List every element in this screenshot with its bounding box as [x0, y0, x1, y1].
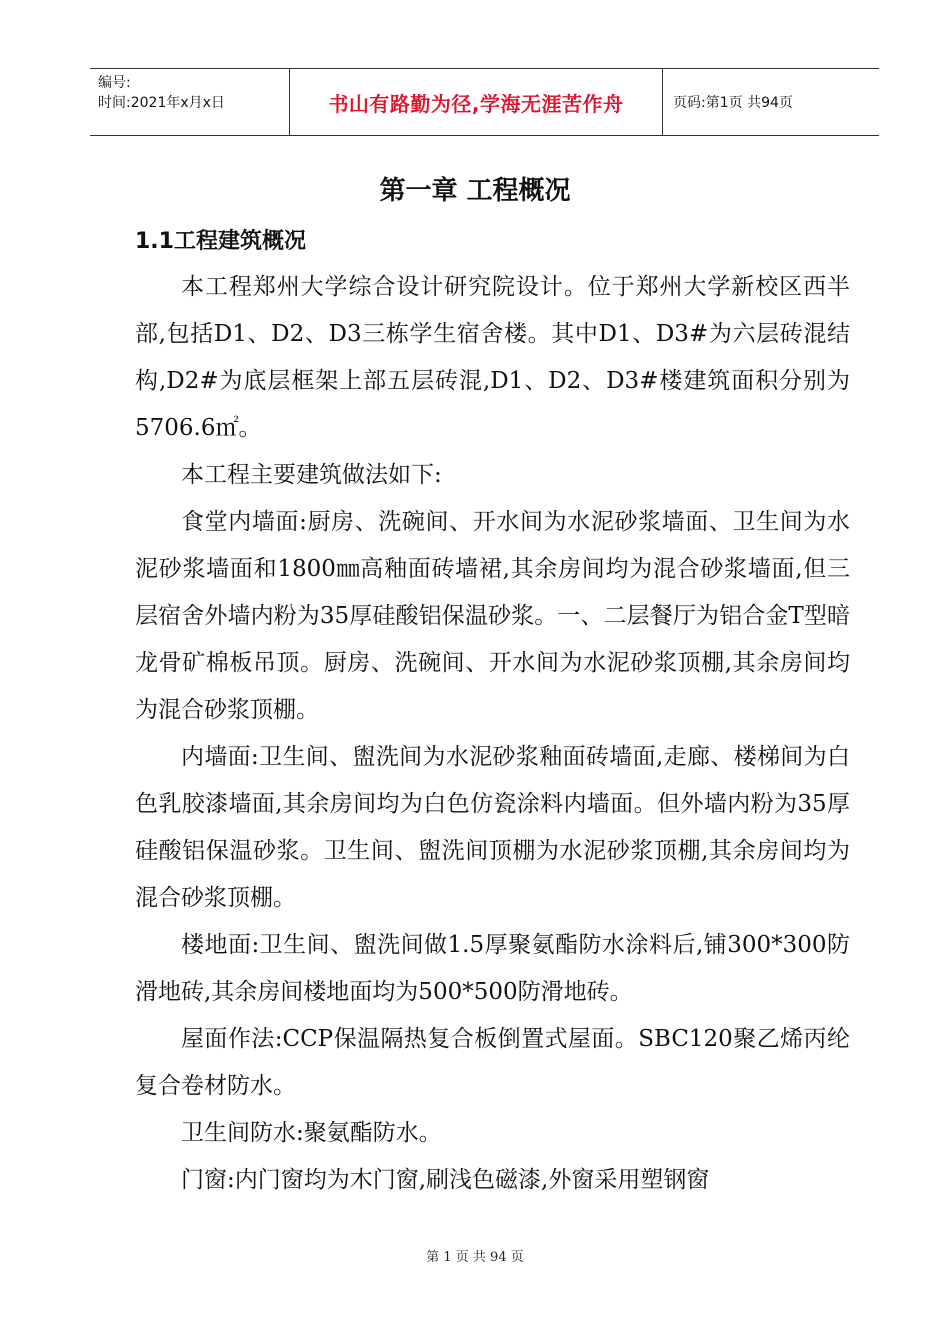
header-meta — [90, 69, 290, 135]
section-heading: 1.1工程建筑概况 — [135, 229, 306, 254]
paragraph: 内墙面:卫生间、盥洗间为水泥砂浆釉面砖墙面,走廊、楼梯间为白色乳胶漆墙面,其余房间均为白色仿瓷涂料内墙面。但外墙内粉为35厚硅酸铝保温砂浆。卫生间、盥洗间顶棚为水泥砂浆顶棚,其余房间均为混合砂浆顶棚。 — [135, 744, 850, 911]
header-table — [90, 68, 879, 136]
paragraph: 楼地面:卫生间、盥洗间做1.5厚聚氨酯防水涂料后,铺300*300防滑地砖,其余房间楼地面均为500*500防滑地砖。 — [135, 932, 850, 1005]
paragraph: 屋面作法:CCP保温隔热复合板倒置式屋面。SBC120聚乙烯丙纶复合卷材防水。 — [135, 1026, 850, 1099]
paragraph: 门窗:内门窗均为木门窗,刷浅色磁漆,外窗采用塑钢窗 — [181, 1167, 710, 1193]
doc-code-label: 编号: — [98, 75, 131, 91]
paragraph: 食堂内墙面:厨房、洗碗间、开水间为水泥砂浆墙面、卫生间为水泥砂浆墙面和1800㎜高釉面砖墙裙,其余房间均为混合砂浆墙面,但三层宿舍外墙内粉为35厚硅酸铝保温砂浆。一、二层餐厅为铝合金T型暗龙骨矿棉板吊顶。厨房、洗碗间、开水间为水泥砂浆顶棚,其余房间均为混合砂浆顶棚。 — [135, 509, 850, 723]
page-footer: 第 1 页 共 94 页 — [426, 1250, 524, 1265]
header-page-info: 页码:第1页 共94页 — [673, 95, 793, 111]
paragraph: 本工程郑州大学综合设计研究院设计。位于郑州大学新校区西半部,包括D1、D2、D3三栋学生宿舍楼。其中D1、D3#为六层砖混结构,D2#为底层框架上部五层砖混,D1、D2、D3#楼建筑面积分别为5706.6㎡。 — [135, 274, 850, 441]
header-motto: 书山有路勤为径,学海无涯苦作舟 — [290, 69, 663, 135]
chapter-title: 第一章 工程概况 — [379, 176, 571, 206]
doc-time-label: 时间:2021年x月x日 — [98, 95, 225, 111]
body-text — [135, 264, 850, 1204]
paragraph: 本工程主要建筑做法如下: — [181, 462, 442, 488]
paragraph: 卫生间防水:聚氨酯防水。 — [181, 1120, 442, 1146]
